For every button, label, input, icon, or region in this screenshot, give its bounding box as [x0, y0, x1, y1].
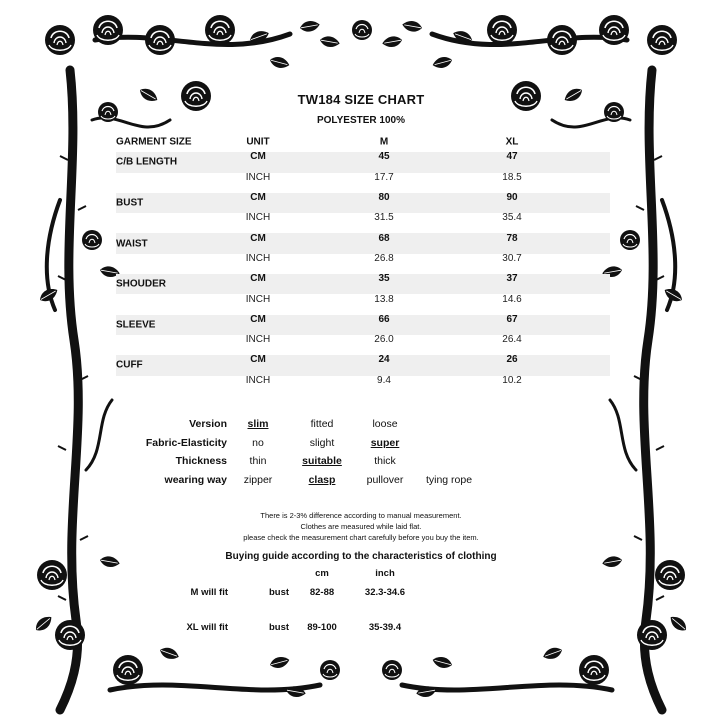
- guide-row-part: bust: [268, 622, 290, 633]
- row-value-m: 26.8: [374, 252, 394, 264]
- row-value-m: 80: [378, 192, 390, 204]
- guide-row-label: XL will fit: [186, 622, 228, 633]
- table-row: [116, 315, 610, 335]
- row-value-m: 17.7: [374, 171, 394, 183]
- row-unit: CM: [250, 232, 266, 244]
- row-value-xl: 90: [506, 192, 518, 204]
- characteristic-option-selected: suitable: [302, 455, 342, 467]
- row-value-xl: 14.6: [502, 293, 522, 305]
- table-row: [116, 193, 610, 213]
- characteristic-option-selected: clasp: [308, 473, 336, 486]
- row-value-xl: 18.5: [502, 171, 522, 183]
- row-value-m: 31.5: [374, 212, 394, 224]
- size-table: [116, 132, 610, 396]
- characteristic-option: fitted: [310, 418, 334, 430]
- guide-row-cm: 89-100: [307, 622, 337, 633]
- row-value-xl: 37: [506, 273, 518, 285]
- characteristics-list: [0, 418, 722, 492]
- guide-header-row: [0, 568, 722, 582]
- row-unit: INCH: [245, 334, 271, 346]
- guide-row: [0, 587, 722, 601]
- guide-col-inch: inch: [375, 568, 395, 579]
- measurement-notes: [0, 510, 722, 543]
- row-value-m: 68: [378, 232, 390, 244]
- table-row: [116, 335, 610, 355]
- row-unit: CM: [250, 313, 266, 325]
- row-value-xl: 35.4: [502, 212, 522, 224]
- row-value-m: 26.0: [374, 334, 394, 346]
- guide-row-inch: 32.3-34.6: [364, 587, 406, 598]
- row-unit: INCH: [245, 374, 271, 386]
- characteristic-row: [0, 455, 722, 474]
- table-row: [116, 294, 610, 314]
- row-value-xl: 30.7: [502, 252, 522, 264]
- page-subtitle: POLYESTER 100%: [316, 115, 405, 126]
- characteristic-label: Version: [189, 418, 227, 430]
- guide-row-inch: 35-39.4: [368, 622, 402, 633]
- row-value-m: 35: [378, 273, 390, 285]
- characteristic-label: wearing way: [164, 473, 227, 486]
- characteristic-option: thin: [249, 455, 267, 467]
- row-garment-name: SLEEVE: [116, 319, 156, 331]
- row-garment-name: BUST: [116, 197, 144, 209]
- characteristic-option: zipper: [243, 473, 273, 486]
- row-unit: CM: [250, 151, 266, 163]
- row-value-m: 9.4: [377, 374, 391, 386]
- row-unit: INCH: [245, 252, 271, 264]
- row-value-xl: 47: [506, 151, 518, 163]
- row-value-xl: 78: [506, 232, 518, 244]
- characteristic-label: Fabric-Elasticity: [145, 436, 227, 449]
- table-row: [116, 173, 610, 193]
- note-line: please check the measurement chart carefully before you buy the item.: [243, 533, 479, 542]
- row-value-m: 24: [378, 354, 390, 366]
- characteristic-row: [0, 418, 722, 437]
- table-row: [116, 355, 610, 375]
- characteristic-option: pullover: [366, 473, 404, 486]
- characteristic-option: loose: [372, 418, 398, 430]
- row-value-m: 13.8: [374, 293, 394, 305]
- guide-row-label: M will fit: [190, 587, 228, 598]
- row-unit: CM: [250, 354, 266, 366]
- characteristic-option: slight: [309, 436, 335, 449]
- row-unit: CM: [250, 192, 266, 204]
- row-unit: INCH: [245, 293, 271, 305]
- header-xl: XL: [505, 136, 519, 148]
- table-body: [116, 152, 610, 396]
- buying-guide-title: Buying guide according to the characteristics of clothing: [225, 551, 497, 562]
- row-value-xl: 10.2: [502, 374, 522, 386]
- guide-row: [0, 622, 722, 636]
- row-unit: CM: [250, 273, 266, 285]
- row-value-xl: 67: [506, 313, 518, 325]
- row-value-m: 66: [378, 313, 390, 325]
- table-row: [116, 152, 610, 172]
- characteristic-option: no: [252, 436, 264, 449]
- table-header-row: [116, 132, 610, 152]
- row-garment-name: CUFF: [116, 359, 143, 371]
- characteristic-option-selected: slim: [247, 418, 269, 430]
- characteristic-option-selected: super: [370, 436, 400, 449]
- guide-row-cm: 82-88: [309, 587, 335, 598]
- table-row: [116, 274, 610, 294]
- characteristic-row: [0, 474, 722, 493]
- guide-col-cm: cm: [315, 568, 329, 579]
- characteristic-row: [0, 437, 722, 456]
- characteristic-option: thick: [374, 455, 396, 467]
- table-row: [116, 233, 610, 253]
- guide-row-part: bust: [268, 587, 290, 598]
- note-line: Clothes are measured while laid flat.: [300, 522, 422, 531]
- row-garment-name: C/B LENGTH: [116, 156, 178, 168]
- note-line: There is 2-3% difference according to manual measurement.: [260, 511, 462, 520]
- table-row: [116, 376, 610, 396]
- row-unit: INCH: [245, 212, 271, 224]
- table-row: [116, 213, 610, 233]
- row-garment-name: SHOUDER: [116, 278, 167, 290]
- header-unit: UNIT: [246, 136, 270, 148]
- characteristic-label: Thickness: [175, 455, 227, 467]
- page-title: TW184 SIZE CHART: [297, 92, 425, 107]
- header-garment-size: GARMENT SIZE: [116, 136, 192, 148]
- row-value-xl: 26.4: [502, 334, 522, 346]
- row-value-m: 45: [378, 151, 390, 163]
- row-garment-name: WAIST: [116, 238, 148, 250]
- header-m: M: [379, 136, 389, 148]
- characteristic-option: tying rope: [425, 473, 473, 486]
- table-row: [116, 254, 610, 274]
- row-value-xl: 26: [506, 354, 518, 366]
- row-unit: INCH: [245, 171, 271, 183]
